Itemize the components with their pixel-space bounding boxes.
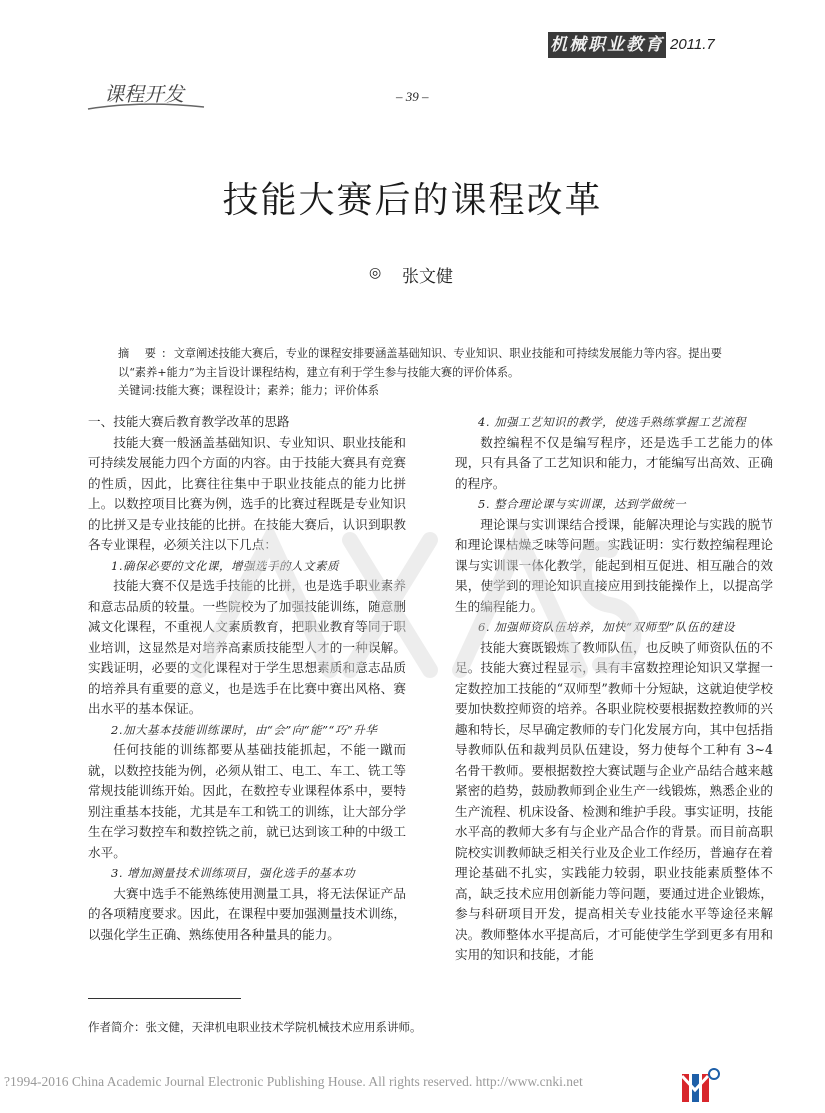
- page-number: – 39 –: [396, 89, 429, 104]
- subsection-heading: 3. 增加测量技术训练项目，强化选手的基本功: [111, 866, 356, 880]
- keywords-label: 关键词:: [118, 384, 156, 397]
- paragraph: 技能大赛不仅是选手技能的比拼，也是选手职业素养和意志品质的较量。一些院校为了加强技能训练，随意删减文化课程，不重视人文素质教育，把职业教育等同于职业培训，这显然是对培养高素质技能型人才的一种误解。实践证明，必要的文化课程对于学生思想素质和意志品质的培养具有重要的意义，也是选手在比赛中赛出风格、赛出水平的基本保证。: [88, 578, 406, 716]
- abstract-text: 文章阐述技能大赛后，专业的课程安排要涵盖基础知识、专业知识、职业技能和可持续发展能力等内容。提出要以“素养+能力”为主旨设计课程结构，建立有利于学生参与技能大赛的评价体系。: [118, 347, 722, 379]
- section-label: 课程开发: [104, 82, 184, 106]
- abstract: [118, 344, 728, 382]
- journal-logo: 机械职业教育: [548, 32, 666, 58]
- article-title: 技能大赛后的课程改革: [222, 180, 603, 221]
- author-footnote: 作者简介：张文健，天津机电职业技术学院机械技术应用系讲师。: [88, 1020, 422, 1034]
- footnote-rule: [88, 998, 241, 999]
- keywords: [118, 381, 728, 400]
- paragraph: 技能大赛一般涵盖基础知识、专业知识、职业技能和可持续发展能力四个方面的内容。由于技能大赛具有竞赛的性质，因此，比赛往往集中于职业技能点的能力比拼上。以数控项目比赛为例，选手的比赛过程既是专业知识的比拼又是专业技能的比拼。在技能大赛后，认识到职教各专业课程，必须关注以下几点：: [88, 434, 406, 552]
- right-column: [455, 412, 773, 966]
- paragraph: 数控编程不仅是编写程序，还是选手工艺能力的体现，只有具备了工艺知识和能力，才能编写出高效、正确的程序。: [455, 434, 773, 491]
- subsection-heading: 5. 整合理论课与实训课，达到学做统一: [478, 497, 687, 511]
- keywords-text: 技能大赛；课程设计；素养；能力；评价体系: [155, 384, 380, 397]
- cnki-logo-icon: [680, 1066, 722, 1106]
- left-column: [88, 412, 406, 945]
- paragraph: 大赛中选手不能熟练使用测量工具，将无法保证产品的各项精度要求。因此，在课程中要加强测量技术训练，以强化学生正确、熟练使用各种量具的能力。: [88, 885, 406, 942]
- subsection-heading: 4. 加强工艺知识的教学，使选手熟练掌握工艺流程: [478, 415, 747, 429]
- section-swoosh-decoration: [86, 101, 206, 111]
- paragraph: 技能大赛既锻炼了教师队伍，也反映了师资队伍的不足。技能大赛过程显示，具有丰富数控理论知识又掌握一定数控加工技能的“双师型”教师十分短缺，这就迫使学校要加快数控师资的培养。各职业院校要根据数控教师的兴趣和特长，尽早确定教师的专门化发展方向，其中包括指导教师队伍和裁判员队伍建设，努力使每个工种有 3~4 名骨干教师。要根据数控大赛试题与企业产品结合越来越紧密的趋势，鼓励教师到企业生产一线锻炼，熟悉企业的生产流程、机床设备、检测和维护手段。事实证明，技能水平高的教师大多有与企业产品合作的背景。而目前高职院校实训教师缺乏相关行业及企业工作经历，普遍存在着理论基础不扎实，实践能力较弱，职业技能素质整体不高，缺乏技术应用创新能力等问题，要通过进企业锻炼，参与科研项目开发，提高相关专业技能水平等途径来解决。教师整体水平提高后，才可能使学生学到更多有用和实用的知识和技能，才能: [455, 639, 773, 962]
- subsection-heading: 2.加大基本技能训练课时，由“会”向“能”“巧”升华: [111, 722, 378, 737]
- paragraph: 理论课与实训课结合授课，能解决理论与实践的脱节和理论课枯燥乏味等问题。实践证明：实行数控编程理论课与实训课一体化教学，能起到相互促进、相互融合的效果，使学到的理论知识直接应用到技能操作上，以提高学生的编程能力。: [455, 516, 773, 614]
- abstract-label: 摘 要:: [118, 347, 172, 360]
- article-author: 张文健: [402, 267, 453, 287]
- journal-issue: 2011.7: [670, 36, 715, 53]
- paragraph: 任何技能的训练都要从基础技能抓起，不能一蹴而就，以数控技能为例，必须从钳工、电工、车工、铣工等常规技能训练开始。因此，在数控专业课程体系中，要特别注重基本技能，尤其是车工和铣工的训练，让大部分学生在学习数控车和数控铣之前，就已达到该工种的中级工水平。: [88, 742, 406, 860]
- author-mark-icon: ◎: [369, 265, 382, 281]
- section-heading: 一、技能大赛后教育教学改革的思路: [88, 414, 290, 429]
- copyright-notice: ?1994-2016 China Academic Journal Electronic Publishing House. All rights reserved. http://www.cnki.net: [4, 1074, 583, 1089]
- subsection-heading: 6. 加强师资队伍培养，加快“双师型”队伍的建设: [478, 620, 735, 634]
- subsection-heading: 1.确保必要的文化课，增强选手的人文素质: [111, 558, 339, 573]
